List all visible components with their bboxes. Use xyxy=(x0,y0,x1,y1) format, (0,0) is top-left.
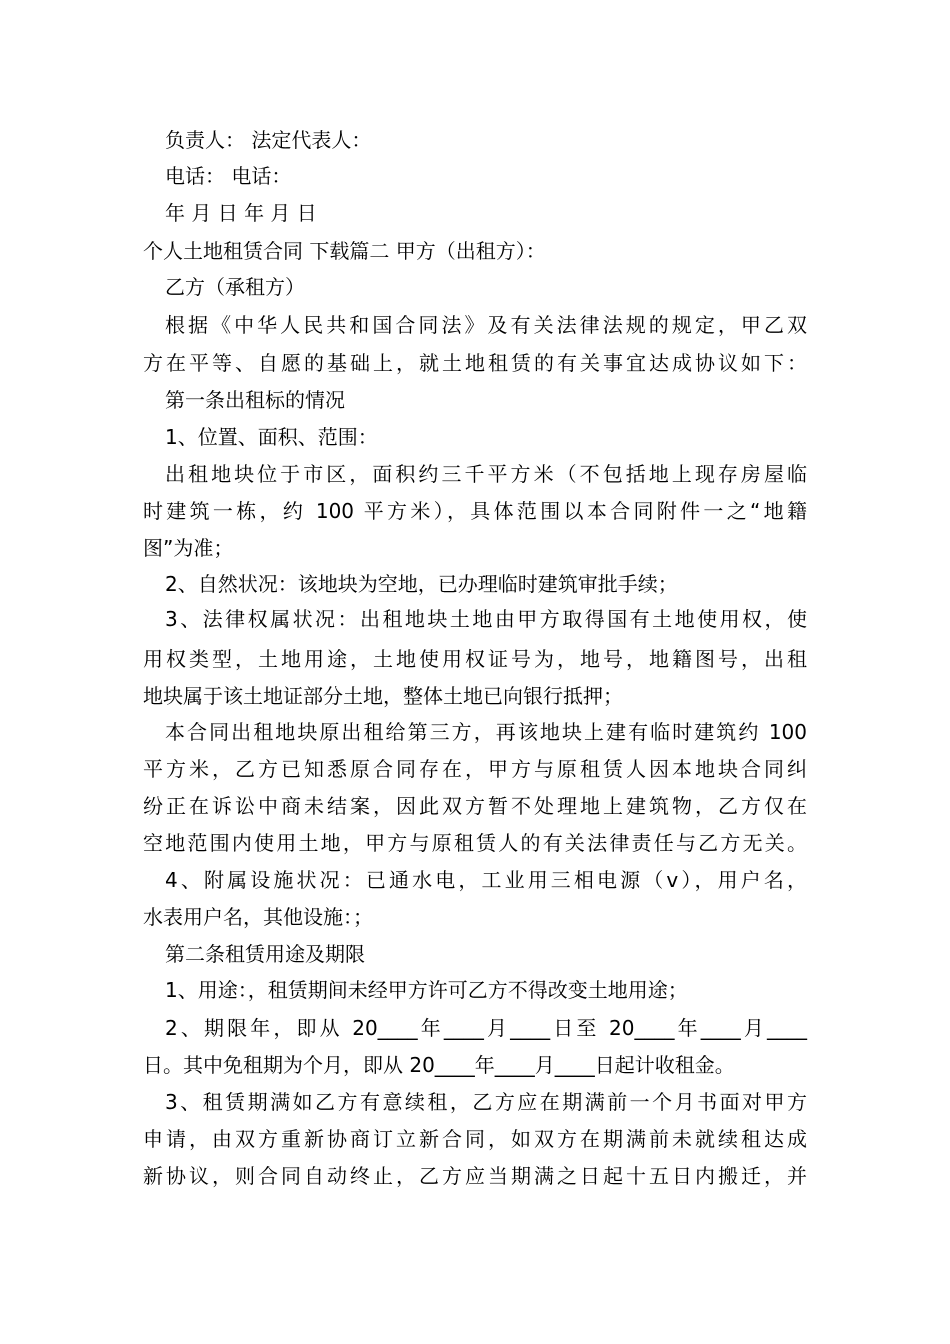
article-heading: 第二条租赁用途及期限 xyxy=(165,942,365,966)
paragraph-line: 时建筑一栋，约 100 平方米），具体范围以本合同附件一之“地籍 xyxy=(143,499,807,523)
paragraph-line: 平方米，乙方已知悉原合同存在，甲方与原租赁人因本地块合同纠 xyxy=(143,757,807,781)
section-heading: 个人土地租赁合同 下载篇二 甲方（出租方）： xyxy=(143,239,546,263)
text-line-signatory: 负责人： 法定代表人： xyxy=(165,128,372,152)
paragraph-line: 图”为准； xyxy=(143,536,234,560)
text-line-date: 年 月 日 年 月 日 xyxy=(165,201,317,225)
paragraph-line: 用权类型，土地用途，土地使用权证号为，地号，地籍图号，出租 xyxy=(143,647,807,671)
paragraph-line: 方在平等、自愿的基础上，就土地租赁的有关事宜达成协议如下： xyxy=(143,351,807,375)
text-line-phone: 电话： 电话： xyxy=(165,164,292,188)
paragraph-line: 水表用户名，其他设施：； xyxy=(143,905,373,929)
paragraph-line: 空地范围内使用土地，甲方与原租赁人的有关法律责任与乙方无关。 xyxy=(143,831,807,855)
paragraph-line: 3、租赁期满如乙方有意续租，乙方应在期满前一个月书面对甲方 xyxy=(165,1090,807,1114)
paragraph-line: 新协议，则合同自动终止，乙方应当期满之日起十五日内搬迁，并 xyxy=(143,1164,807,1188)
paragraph-line: 本合同出租地块原出租给第三方，再该地块上建有临时建筑约 100 xyxy=(165,720,807,744)
paragraph-line: 日。其中免租期为个月，即从 20____年____月____日起计收租金。 xyxy=(143,1053,735,1077)
clause-line: 2、自然状况：该地块为空地，已办理临时建筑审批手续； xyxy=(165,572,678,596)
paragraph-line: 地块属于该土地证部分土地，整体土地已向银行抵押； xyxy=(143,684,623,708)
paragraph-line: 纷正在诉讼中商未结案，因此双方暂不处理地上建筑物，乙方仅在 xyxy=(143,794,807,818)
paragraph-line: 申请，由双方重新协商订立新合同，如双方在期满前未就续租达成 xyxy=(143,1127,807,1151)
paragraph-line: 2、期限年，即从 20____年____月____日至 20____年____月____ xyxy=(165,1016,807,1040)
clause-heading: 1、位置、面积、范围： xyxy=(165,425,378,449)
clause-line: 1、用途：，租赁期间未经甲方许可乙方不得改变土地用途； xyxy=(165,978,688,1002)
article-heading: 第一条出租标的情况 xyxy=(165,388,345,412)
paragraph-line: 出租地块位于市区，面积约三千平方米（不包括地上现存房屋临 xyxy=(165,462,807,486)
text-line-lessee: 乙方（承租方） xyxy=(165,275,305,299)
paragraph-line: 根据《中华人民共和国合同法》及有关法律法规的规定，甲乙双 xyxy=(165,313,807,337)
paragraph-line: 4、附属设施状况：已通水电，工业用三相电源（v），用户名， xyxy=(165,868,807,892)
paragraph-line: 3、法律权属状况：出租地块土地由甲方取得国有土地使用权，使 xyxy=(165,607,807,631)
